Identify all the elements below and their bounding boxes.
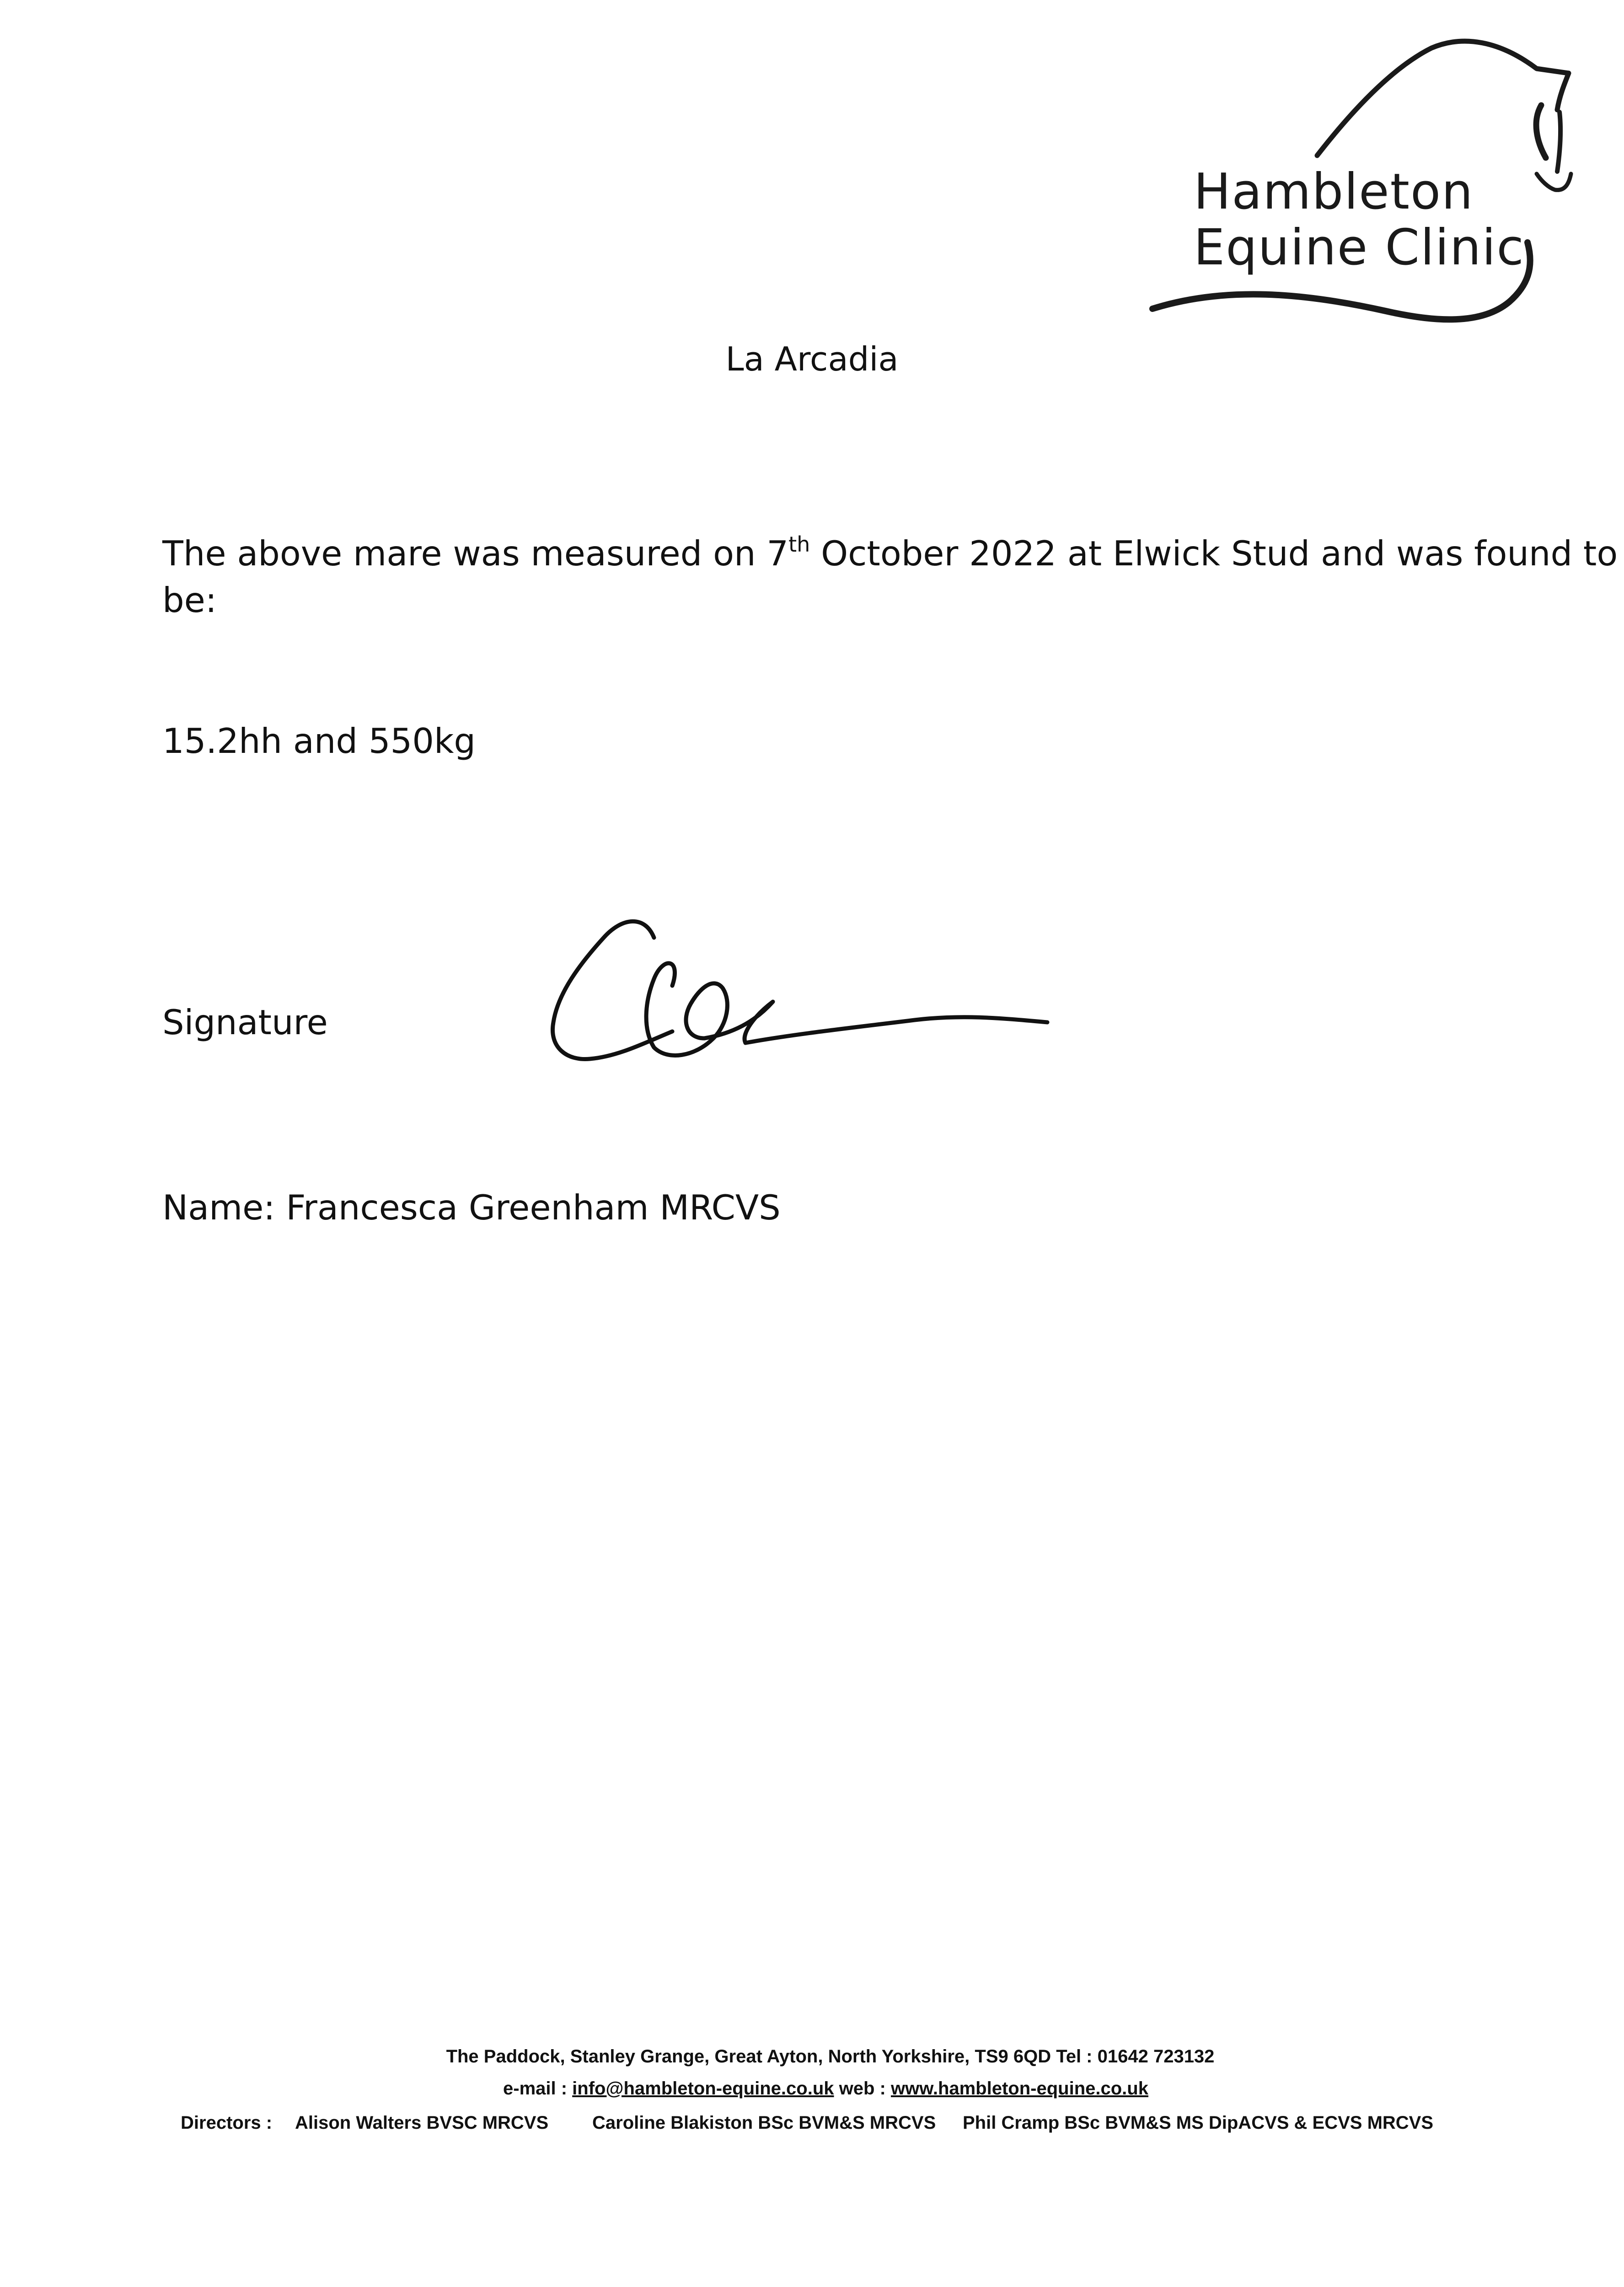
handwritten-signature	[540, 897, 1056, 1089]
logo-line1: Hambleton	[1194, 163, 1474, 220]
statement-line2: be:	[162, 580, 217, 620]
email-label: e-mail :	[503, 2078, 573, 2099]
ordinal-suffix: th	[788, 532, 810, 557]
footer-directors	[181, 2111, 1433, 2135]
logo-line2: Equine Clinic	[1194, 219, 1525, 276]
director-name: Alison Walters BVSC MRCVS	[295, 2113, 549, 2133]
signature-label: Signature	[162, 1002, 328, 1042]
web-link[interactable]: www.hambleton-equine.co.uk	[890, 2078, 1148, 2099]
statement-line1-start: The above mare was measured on 7	[162, 533, 789, 574]
footer-contact	[14, 2077, 1624, 2100]
email-link[interactable]: info@hambleton-equine.co.uk	[572, 2078, 834, 2099]
statement-line1	[162, 531, 1618, 576]
measurements: 15.2hh and 550kg	[162, 721, 476, 761]
clinic-logo	[1134, 23, 1582, 334]
directors-label: Directors :	[181, 2113, 273, 2133]
web-label: web :	[834, 2078, 891, 2099]
veterinarian-name: Name: Francesca Greenham MRCVS	[162, 1187, 781, 1228]
director-name: Caroline Blakiston BSc BVM&S MRCVS	[592, 2113, 936, 2133]
footer-address: The Paddock, Stanley Grange, Great Ayton, North Yorkshire, TS9 6QD Tel : 01642 723132	[446, 2046, 1215, 2067]
director-name: Phil Cramp BSc BVM&S MS DipACVS & ECVS MRCVS	[963, 2113, 1434, 2133]
horse-name: La Arcadia	[725, 340, 899, 378]
statement-line1-end: October 2022 at Elwick Stud and was found to	[810, 533, 1618, 574]
